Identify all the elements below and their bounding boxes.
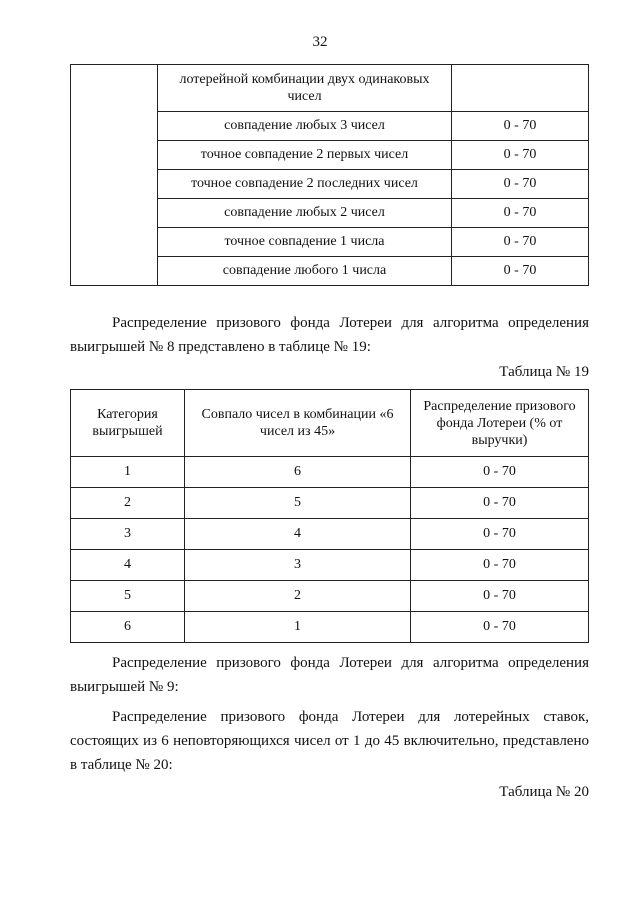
distribution-cell: 0 - 70 [411, 550, 589, 581]
table-header-row [71, 390, 589, 457]
value-cell: 0 - 70 [452, 257, 589, 286]
paragraph-algorithm-9: Распределение призового фонда Лотереи для алгоритма определения выигрышей № 9: [70, 655, 589, 695]
table-row [71, 457, 589, 488]
distribution-cell: 0 - 70 [411, 612, 589, 643]
category-cell-blank [71, 65, 158, 286]
matched-cell: 5 [185, 488, 411, 519]
distribution-cell: 0 - 70 [411, 581, 589, 612]
header-prize-distribution: Распределение призового фонда Лотереи (% от выручки) [411, 390, 589, 457]
condition-cell: точное совпадение 1 числа [158, 228, 452, 257]
table-row [71, 550, 589, 581]
table-row [71, 612, 589, 643]
table-row [71, 65, 589, 112]
matched-cell: 6 [185, 457, 411, 488]
distribution-cell: 0 - 70 [411, 488, 589, 519]
table-19 [70, 389, 589, 643]
value-cell: 0 - 70 [452, 112, 589, 141]
distribution-cell: 0 - 70 [411, 457, 589, 488]
category-cell: 6 [71, 612, 185, 643]
paragraph-algorithm-8: Распределение призового фонда Лотереи для алгоритма определения выигрышей № 8 представлено в таблице № 19: [70, 315, 589, 355]
condition-cell: совпадение любых 2 чисел [158, 199, 452, 228]
category-cell: 1 [71, 457, 185, 488]
prize-table-continued [70, 64, 589, 286]
condition-cell: точное совпадение 2 последних чисел [158, 170, 452, 199]
condition-cell: совпадение любого 1 числа [158, 257, 452, 286]
table-20-caption: Таблица № 20 [499, 784, 589, 800]
category-cell: 2 [71, 488, 185, 519]
matched-cell: 4 [185, 519, 411, 550]
matched-cell: 1 [185, 612, 411, 643]
paragraph-table-20-intro: Распределение призового фонда Лотереи для лотерейных ставок, состоящих из 6 неповторяющихся чисел от 1 до 45 включительно, представлено в таблице № 20: [70, 709, 589, 773]
category-cell: 5 [71, 581, 185, 612]
header-category: Категория выигрышей [71, 390, 185, 457]
header-matched-numbers: Совпало чисел в комбинации «6 чисел из 45» [185, 390, 411, 457]
condition-cell: лотерейной комбинации двух одинаковых чисел [158, 65, 452, 112]
distribution-cell: 0 - 70 [411, 519, 589, 550]
category-cell: 4 [71, 550, 185, 581]
value-cell [452, 65, 589, 112]
table-row [71, 519, 589, 550]
matched-cell: 3 [185, 550, 411, 581]
value-cell: 0 - 70 [452, 199, 589, 228]
value-cell: 0 - 70 [452, 141, 589, 170]
page-number: 32 [312, 34, 328, 50]
table-row [71, 488, 589, 519]
value-cell: 0 - 70 [452, 228, 589, 257]
condition-cell: точное совпадение 2 первых чисел [158, 141, 452, 170]
table-19-caption: Таблица № 19 [499, 364, 589, 380]
category-cell: 3 [71, 519, 185, 550]
table-row [71, 581, 589, 612]
matched-cell: 2 [185, 581, 411, 612]
condition-cell: совпадение любых 3 чисел [158, 112, 452, 141]
value-cell: 0 - 70 [452, 170, 589, 199]
